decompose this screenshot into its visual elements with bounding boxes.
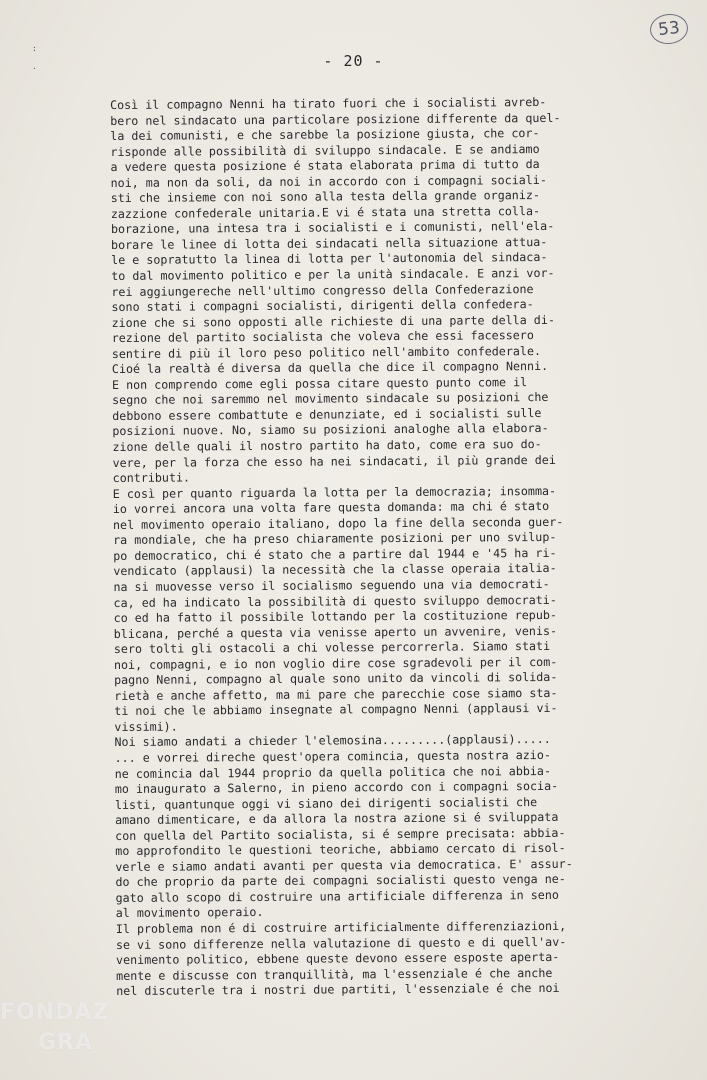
text-line: ca, ed ha indicato la possibilità di questo sviluppo democrati- [113,592,557,610]
text-line: mo approfondito le questioni teoriche, abbiamo cercato di risol- [115,841,566,859]
text-line: do che proprio da parte dei compagni socialisti questo venga ne- [115,872,566,890]
text-line: Così il compagno Nenni ha tirato fuori che i socialisti avreb- [110,94,547,112]
text-line: vendicato (applausi) la necessità che la classe operaia italia- [113,561,557,579]
punch-mark: : [32,44,37,53]
text-line: sono stati i compagni socialisti, dirigenti della confedera- [111,297,534,315]
text-line: amano dimenticare, e da allora la nostra azione si é sviluppata [114,810,559,828]
text-line: segno che noi saremmo nel movimento sindacale su posizioni che [112,390,549,408]
text-line: ti noi che le abbiamo insegnate al compagno Nenni (applausi vi- [114,701,558,719]
text-line: verle e siamo andati avanti per questa via democratica. E' assur- [115,856,573,874]
body-text [110,94,676,1000]
text-line: ra mondiale, che ha preso chiaramente posizioni per uno svilup- [113,530,557,548]
folio-stamp: 53 [649,12,690,46]
text-line: venimento politico, ebbene queste devono essere esposte aperta- [115,949,560,968]
text-line: to dal movimento politico e per la unità sindacale. E anzi vor- [111,265,555,284]
text-line: nel discuterle tra i nostri due partiti, l'essenziale é che noi [116,981,560,999]
text-line: al movimento operaio. [115,905,264,921]
text-line: Cioé la realtà é diversa da quella che dice il compagno Nenni. [111,359,549,377]
text-line: na si muovesse verso il socialismo seguendo una via democrati- [113,576,550,594]
text-line: zione che si sono opposti alle richieste di una parte della di- [111,312,555,330]
text-line: nel movimento operaio italiano, dopo la fine della seconda guer- [112,514,564,532]
text-line: po democratico, chi é stato che a partire dal 1944 e '45 ha ri- [113,545,557,563]
text-line: vissimi). [114,719,178,734]
text-line: posizioni nuove. No, siamo su posizioni analoghe alla elabora- [112,421,549,439]
text-line: se vi sono differenze nella valutazione di questo e di quell'av- [115,934,567,952]
text-line: Il problema non é di costruire artificialmente differenziazioni, [115,918,567,936]
text-line: ... e vorrei direche quest'opera comincia, questa nostra azio- [114,747,551,765]
watermark-line: GRA [38,1030,94,1055]
text-line: contributi. [112,470,191,486]
text-line: a vedere questa posizione é stata elaborata prima di tutto da [110,157,540,175]
text-line: io vorrei ancora una volta fare questa domanda: ma chi é stato [112,499,550,517]
text-line: E così per quanto riguarda la lotta per la democrazia; insomma- [112,483,557,501]
text-line: noi, compagni, e io non voglio dire cose sgradevoli per il com- [113,654,558,672]
text-line: rei aggiungereche nell'ultimo congresso della Confederazione [111,281,534,299]
text-line: E non comprendo come egli possa citare questo punto come il [111,374,528,392]
text-line: listi, quantunque oggi vi siano dei dirigenti socialisti che [114,794,538,812]
text-line: gato allo scopo di costruire una artificiale differenza in seno [115,887,559,905]
text-line: pagno Nenni, compagno al quale sono unito da vincoli di solida- [114,670,558,688]
text-line: la dei comunisti, e che sarebbe la posizione giusta, che cor- [110,126,540,144]
text-line: noi, ma non da soli, da noi in accordo con i compagni sociali- [110,172,547,190]
text-line: mente e discusse con tranquillità, ma l'essenziale é che anche [116,965,553,983]
text-line: con quella del Partito socialista, si é sempre precisata: abbia- [115,825,566,843]
text-line: ne comincia dal 1944 proprio da quella politica che noi abbia- [114,763,552,781]
text-line: sentire di più il loro peso politico nell'ambito confederale. [111,343,542,361]
punch-mark: · [32,64,37,73]
text-line: risponde alle possibilità di sviluppo sindacale. E se andiamo [110,141,540,159]
text-line: debbono essere combattute e denunziate, ed i socialisti sulle [112,405,542,423]
text-line: borazione, una intesa tra i socialisti e i comunisti, nell'ela- [110,219,555,237]
text-line: Noi siamo andati a chieder l'elemosina.........(applausi)..... [114,732,551,750]
text-line: mo inaugurato a Salerno, in pieno accordo con i compagni socia- [114,778,559,797]
text-line: rezione del partito socialista che voleva che essi facessero [111,328,534,346]
text-line: sti che insieme con noi sono alla testa della grande organiz- [110,188,540,206]
page-number: - 20 - [323,52,384,70]
text-line: co ed ha fatto il possibile lottando per la costituzione repub- [113,607,557,626]
text-line: blicana, perché a questa via venisse aperto un avvenire, venis- [113,623,558,641]
text-line: zazzione confederale unitaria.E vi é stata una stretta colla- [110,203,541,221]
text-line: zione delle quali il nostro partito ha dato, come era suo do- [112,437,542,455]
text-line: le e sopratutto la linea di lotta per l'autonomia del sindaca- [111,250,548,268]
text-line: borare le linee di lotta dei sindacati nella situazione attua- [110,234,548,252]
text-line: vere, per la forza che esso ha nei sindacati, il più grande dei [112,452,556,470]
watermark [0,998,109,1058]
text-line: bero nel sindacato una particolare posizione differente da quel- [110,110,561,128]
text-line: sero tolti gli ostacoli a chi volesse percorrerla. Siamo stati [113,639,551,657]
watermark-line: FONDAZ [0,1000,110,1025]
text-line: rietà e anche affetto, ma mi pare che parecchie cose siamo sta- [114,685,558,703]
